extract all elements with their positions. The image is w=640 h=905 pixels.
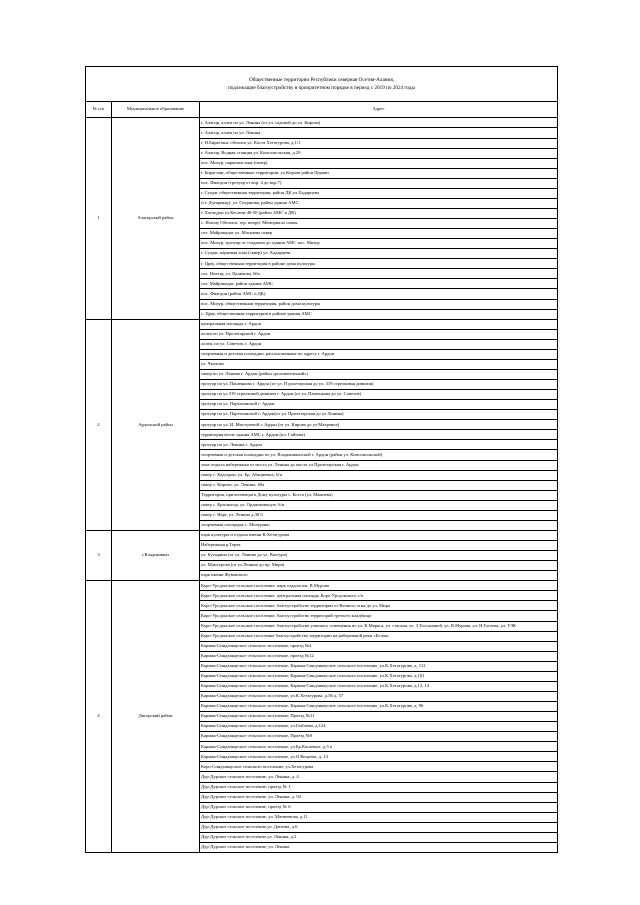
address-cell: ул. Бутырина (от ул. Ленина до ул. Вахтура): [200, 551, 558, 561]
row-number: 2: [86, 319, 112, 530]
address-cell: сел. Майрамадаг ул. Маскаева сквер: [200, 229, 558, 239]
address-cell: г. Црау, общественная территория в районе дома культуры: [200, 259, 558, 269]
address-cell: пос. Фиагдон (тротуар от вор. 4 до вор.7): [200, 178, 558, 188]
address-cell: территория возле здания АМС г. Ардон (пл. Гайтова): [200, 430, 558, 440]
address-cell: Дур-Дурское сельское поселение, ул. Ленина: [200, 842, 558, 852]
address-cell: Коро-Урсдонское сельское поселение, благоустройство уличного освещения по ул. К.Маркса, ул. стаская, ул. 3 Тоссановой, ул. В.Мурова, ул. Н.Гогоева, ул. УЗК: [200, 621, 558, 631]
address-cell: спортивная и детская площадки, расположенные по адресу г. Ардон: [200, 349, 558, 359]
address-cell: пос. Фиагдон (район АМС и ДК): [200, 289, 558, 299]
address-cell: Коро-Урсдонское сельское поселение, благоустройство территорий третьего кладбища: [200, 611, 558, 621]
municipality-name: Алагирский район: [112, 118, 200, 319]
header-address: Адрес: [200, 101, 558, 118]
table-row: [86, 319, 558, 329]
address-cell: Карман-Синдзикауское сельского поселение, проезд №12: [200, 651, 558, 661]
address-cell: сквер с. Красногор, ул. Орджоникидзе, 6/н: [200, 500, 558, 510]
address-cell: центральная площадь г. Ардон: [200, 319, 558, 329]
address-cell: сквер по ул. Ленина г. Ардон (район «розовательный»): [200, 369, 558, 379]
address-cell: г. Алагир, Водная станция ул. Комсомольская, д.29: [200, 148, 558, 158]
address-cell: парк имени Жуковского: [200, 571, 558, 581]
address-cell: Набережная р.Терек: [200, 541, 558, 551]
table-body: [86, 67, 558, 853]
address-cell: ул. Чкалова: [200, 359, 558, 369]
row-number: 4: [86, 581, 112, 853]
address-cell: тротуар по ул. И. Мистулевой г. Ардон (от ул. Кирова до ул Махревоа): [200, 420, 558, 430]
address-cell: Дур-Дурское сельское поселение, ул. Ленина, д. 4: [200, 772, 558, 782]
address-cell: Дур-Дурское сельское поселение, ул. Матвеевова, д.11: [200, 812, 558, 822]
address-cell: пос. Мизур, тротуар от стадиона до здания АМС пос. Мизур: [200, 239, 558, 249]
address-cell: Дур-Дурское сельское поселение, проезд № 1: [200, 782, 558, 792]
address-cell: тротуар по ул. Ленина г. Ардон: [200, 440, 558, 450]
address-cell: тротуар по ул 319 стрелковой дивизии г. Ардон (от ул. Пашенкова до ул. Советов): [200, 390, 558, 400]
address-cell: Карман-Синдзикауское сельского поселение, ул.Газбаева, д.124: [200, 722, 558, 732]
address-cell: Карман-Синдзикауское сельского поселение, ул.К.Хетагурова, д.56 д. 57: [200, 691, 558, 701]
address-cell: Карман-Синдзикауское сельского поселение, ул.Бр.Касаевых, д.5 а: [200, 742, 558, 752]
address-cell: спортивная площадка с. Мичурино: [200, 520, 558, 530]
territories-table: [85, 66, 558, 853]
address-cell: (ст. Дзуарикау), ул. Газданова, район здания АМС: [200, 198, 558, 208]
address-cell: г. Алагир, аллея по ул. Ленина (от ул. садовой до ул. Кирова): [200, 118, 558, 128]
address-cell: Коро-Синдзикауское сельского поселение, ул.Хетагурова: [200, 762, 558, 772]
address-cell: Коро-Урсдонское сельское поселение, парк отдыха им. В.Мурова: [200, 581, 558, 591]
address-cell: Карман-Синдзикауское сельского поселение, ул.О.Коцоева, д. 13: [200, 752, 558, 762]
address-cell: г. Хатацдон ул.Кесаева 48-50 (район АМС и ДК): [200, 208, 558, 218]
address-cell: г. Бирагзанг, общественные территории, ул.Кирова район Церкви: [200, 168, 558, 178]
address-cell: с. Ноктау Обелиск, тер. вокруг Мемориала славы: [200, 219, 558, 229]
address-cell: Территория, прилегающая к Дому культуры с. Коста (ул. Мамиева): [200, 490, 558, 500]
address-cell: парк культуры и отдыха имени К.Хетагурова: [200, 530, 558, 540]
address-cell: г. Суадаг, парковая зона (сквер) ул. Хадарцева: [200, 249, 558, 259]
header-row: [86, 101, 558, 118]
address-cell: сел. Ноктау, ул. Цаликова, 66а: [200, 269, 558, 279]
address-cell: сел. Майрамадаг, район здания АМС: [200, 279, 558, 289]
table-row: [86, 581, 558, 591]
address-cell: тротуар по ул. Партизанской г. Ардон: [200, 400, 558, 410]
address-cell: тротуар по ул. Партизанской г. Ардон(от ул. Пролетарская до ул Ленина): [200, 410, 558, 420]
row-number: 1: [86, 118, 112, 319]
address-cell: Дур-Дурское сельское поселение, проезд № 6: [200, 802, 558, 812]
address-cell: с. Црау, общественная территория в районе здания АМС: [200, 309, 558, 319]
municipality-name: Дигорский район: [112, 581, 200, 853]
address-cell: Коро-Урсдонское сельское поселение, центральная площадь Коро-Урсдонского с/п: [200, 591, 558, 601]
table-row: [86, 530, 558, 540]
address-cell: пос. Мизур, парковая зона (сквер): [200, 158, 558, 168]
address-cell: зона отдыха набережная от моста ул. Ленина до моста ул Пролетарская г. Ардон: [200, 460, 558, 470]
address-cell: Карман-Синдзикауское сельского поселение, Карман-Синдзикауское сельского поселение, ул.К.Хетагурова, д.13, 14: [200, 681, 558, 691]
address-cell: г. Алагир, аллея по ул. Ленина: [200, 128, 558, 138]
header-num: № п/п: [86, 101, 112, 118]
address-cell: ул. Мамсурова (от ул.Ленина до пр. Мира): [200, 561, 558, 571]
address-cell: аллея, по ул. Советов, г. Ардон: [200, 339, 558, 349]
address-cell: Дур-Дурское сельское поселение, ул. Ленина, д. 92: [200, 792, 558, 802]
address-cell: аллея по ул. Пролетарской г. Ардон: [200, 329, 558, 339]
address-cell: Коро-Урсдонское сельское поселение благоустройство территории на набережной реки «Белая»: [200, 631, 558, 641]
address-cell: сквер с. Кирово, ул. Ленина, 60а: [200, 480, 558, 490]
header-municipality: Муниципальное образование: [112, 101, 200, 118]
municipality-name: г.Владикавказ: [112, 530, 200, 580]
address-cell: Карман-Синдзикауское сельского поселение, Проезд №11: [200, 712, 558, 722]
address-cell: Дур-Дурское сельское поселение,ул. Ленина, д.2: [200, 832, 558, 842]
title-line-2: подлежащие благоустройству в приоритетном порядке в период с 2019 по 2024 годы: [228, 84, 415, 91]
address-cell: пос. Мизур, общественная территория, район дома культуры: [200, 299, 558, 309]
address-cell: сквер с. Кадгарон, ул. Бр. Абациевых, 6/п: [200, 470, 558, 480]
table-row: [86, 118, 558, 128]
address-cell: Коро-Урсдонское сельское поселение, благоустройство территории от Вечного огня до ул. Мира: [200, 601, 558, 611]
address-cell: тротуар по ул. Пашенкова г. Ардон (от ул. П ролетарская до ул. 319 стрелковая дивизия): [200, 380, 558, 390]
title-row: [86, 67, 558, 102]
row-number: 3: [86, 530, 112, 580]
address-cell: Карман-Синдзикауское сельского поселение, Карман-Синдзикауское сельского поселение, ул.К.Хетагурова, д. 112: [200, 661, 558, 671]
address-cell: Дур-Дурское сельское поселение,ул. Датоева, д.6: [200, 822, 558, 832]
address-cell: сквер с. Нарт, ул. Ленина д.38 б: [200, 510, 558, 520]
address-cell: Карман-Синдзикауское сельского поселение, Карман-Синдзикауское сельского поселение, ул.К.Хетагурова, д. 96: [200, 702, 558, 712]
municipality-name: Ардонский район: [112, 319, 200, 530]
address-cell: спортивная и детская площадки по ул. Владикавказской г. Ардон (район ул. Комсомольской): [200, 450, 558, 460]
address-cell: Карман-Синдзикауское сельского поселение, Карман-Синдзикауское сельского поселение, ул.К.Хетагурова, д.101: [200, 671, 558, 681]
address-cell: г. Суадаг общественная территория, район ДК ул.Хадарцева: [200, 188, 558, 198]
title-line-1: Общественные территории Республики северная Осетия-Алания,: [248, 76, 395, 83]
address-cell: Карман-Синдзикауское сельского поселение, проезд №4: [200, 641, 558, 651]
document-title: [86, 67, 558, 102]
address-cell: г. Н.Бирагзанг, обелиск ул. Коста Хетагурова, д.1/1: [200, 138, 558, 148]
address-cell: Карман-Синдзикауское сельского поселение, Проезд №9: [200, 732, 558, 742]
